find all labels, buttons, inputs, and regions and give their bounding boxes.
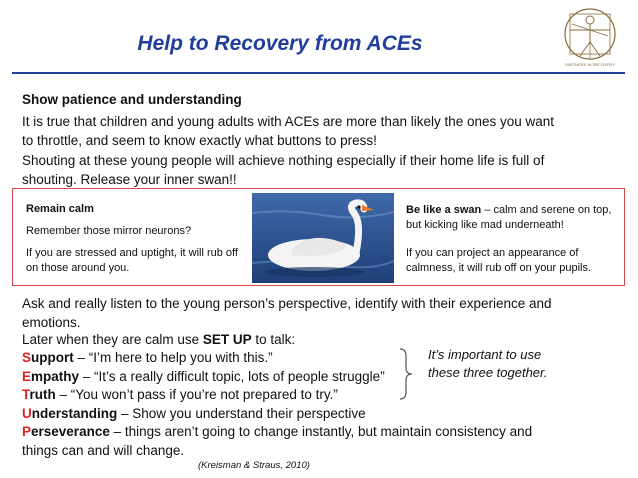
setup-letter: T: [22, 387, 30, 402]
citation: (Kreisman & Straus, 2010): [198, 460, 310, 471]
setup-term: mpathy: [31, 368, 80, 384]
setup-text: – things aren’t going to change instantly, but maintain consistency and: [109, 424, 533, 439]
calmness-text: If you can project an appearance of calmness, it will rub off on your pupils.: [406, 247, 592, 274]
setup-item-understanding: [22, 405, 532, 424]
right-brace-icon: [398, 348, 414, 400]
logo-caption: PARTNERS IN RECOVERY: [564, 62, 616, 67]
swan-tip-text: – calm and serene on top, but kicking like mad underneath!: [406, 204, 612, 231]
swan-photo: [252, 193, 394, 283]
setup-intro-end: to talk:: [251, 332, 296, 347]
setup-text: – “It’s a really difficult topic, lots of people struggle”: [79, 368, 385, 384]
setup-acronym: SET UP: [202, 332, 252, 347]
setup-letter: U: [22, 405, 32, 421]
setup-letter: P: [22, 424, 32, 439]
remain-calm-title: Remain calm: [26, 203, 94, 215]
paragraph-3: Ask and really listen to the young person’s perspective, identify with their experience and emotions.: [22, 296, 552, 330]
mirror-neurons-text: Remember those mirror neurons?: [26, 225, 192, 237]
title-divider: [12, 72, 625, 74]
together-note: It’s important to use these three together.: [428, 347, 548, 380]
paragraph-1: It is true that children and young adults with ACEs are more than likely the ones you want to throttle, and seem to know exactly what buttons to press!: [22, 114, 555, 148]
vitruvian-man-logo-icon: [558, 4, 622, 70]
setup-tail: things can and will change.: [22, 442, 185, 458]
setup-letter: S: [22, 350, 32, 365]
swan-tip-line-1: [406, 203, 618, 233]
setup-term: erseverance: [31, 424, 110, 439]
setup-letter: E: [22, 368, 32, 384]
setup-text: – “You won’t pass if you’re not prepared to try.”: [55, 387, 338, 402]
setup-text: – Show you understand their perspective: [117, 405, 366, 421]
setup-term: upport: [31, 350, 74, 365]
setup-term: ruth: [29, 387, 56, 402]
setup-intro: Later when they are calm use: [22, 332, 203, 347]
page-title: Help to Recovery from ACEs: [137, 32, 423, 55]
be-like-a-swan-panel: [406, 203, 618, 276]
swan-tip-title: Be like a swan: [406, 204, 482, 216]
setup-text: – “I’m here to help you with this.”: [73, 350, 273, 365]
section-heading: Show patience and understanding: [22, 92, 242, 107]
paragraph-2: Shouting at these young people will achieve nothing especially if their home life is full of shouting. Release your inner swan!!: [22, 153, 545, 187]
setup-item-truth: [22, 386, 532, 405]
setup-item-perseverance: [22, 423, 532, 442]
remain-calm-panel: [26, 203, 246, 283]
setup-term: nderstanding: [31, 405, 118, 421]
stress-text: If you are stressed and uptight, it will rub off on those around you.: [26, 247, 238, 274]
